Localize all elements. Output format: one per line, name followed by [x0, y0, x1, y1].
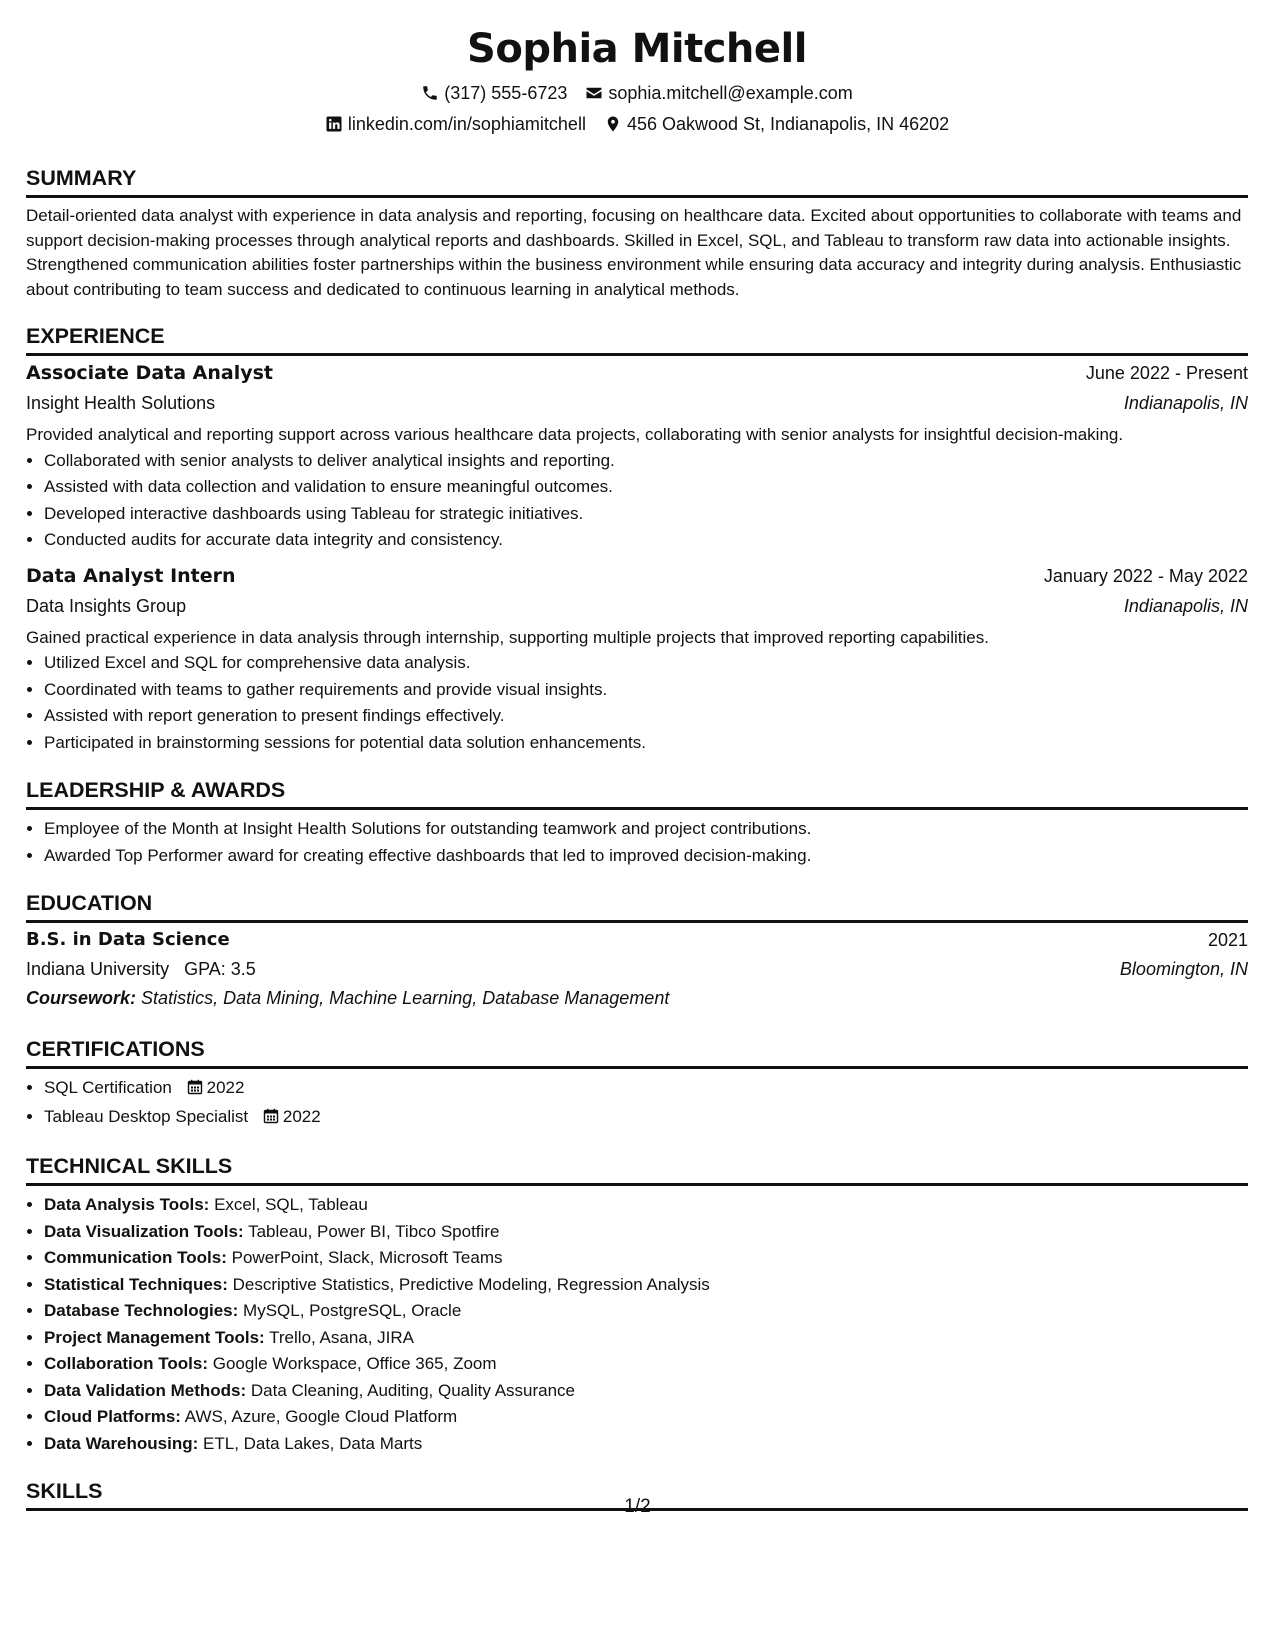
certification-name: SQL Certification [44, 1078, 172, 1097]
page-number: 1/2 [624, 1496, 651, 1517]
map-pin-icon [604, 115, 622, 133]
phone-contact [421, 82, 567, 104]
list-item [44, 1325, 1248, 1352]
resume-page [26, 0, 1248, 1650]
education-entry [26, 928, 1248, 1010]
skill-value: Trello, Asana, JIRA [269, 1327, 415, 1347]
job-header-row [26, 361, 1248, 385]
job-dates: June 2022 - Present [1085, 363, 1248, 383]
linkedin-url[interactable]: linkedin.com/in/sophiamitchell [347, 114, 586, 134]
education-header-row [26, 928, 1248, 952]
leadership-heading: LEADERSHIP & AWARDS [26, 777, 1248, 810]
coursework-row [26, 986, 1248, 1010]
calendar-icon [263, 1106, 279, 1133]
contact-line-2 [26, 113, 1248, 135]
certification-year: 2022 [282, 1106, 321, 1126]
summary-text: Detail-oriented data analyst with experience in data analysis and reporting, focusing on healthcare data. Excited about opportunities to collaborate with teams and support decision-making processes through analytical reports and dashboards. Skilled in Excel, SQL, and Tableau to transform raw data into actionable insights. Strengthened communication abilities foster partnerships within the business environment while ensuring data accuracy and integrity during analysis. Enthusiastic about contributing to team success and dedicated to continuous learning in analytical methods. [26, 206, 1242, 299]
degree-title: B.S. in Data Science [26, 929, 230, 950]
job-company: Insight Health Solutions [26, 393, 216, 413]
email-contact[interactable] [585, 82, 852, 104]
education-heading: EDUCATION [26, 890, 1248, 923]
skill-value: Data Cleaning, Auditing, Quality Assurance [250, 1380, 576, 1400]
linkedin-contact[interactable] [325, 113, 586, 135]
skill-label: Data Validation Methods: [44, 1380, 247, 1400]
job-location: Indianapolis, IN [1123, 393, 1248, 413]
resume-header [26, 22, 1248, 135]
list-item: • Coordinated with teams to gather requirements and provide visual insights. [44, 677, 1248, 704]
job-company-row [26, 594, 1248, 618]
school-location: Bloomington, IN [1119, 959, 1248, 979]
skills-heading: SKILLS [26, 1478, 1248, 1511]
technical-skills-list [26, 1192, 1248, 1457]
skill-label: Cloud Platforms: [44, 1407, 181, 1426]
list-item [44, 1075, 1248, 1104]
address-text: 456 Oakwood St, Indianapolis, IN 46202 [626, 114, 950, 134]
phone-icon [421, 84, 439, 102]
candidate-name: Sophia Mitchell [467, 26, 807, 72]
job-bullets [26, 448, 1248, 554]
skill-value: Excel, SQL, Tableau [214, 1195, 368, 1214]
summary-heading: SUMMARY [26, 165, 1248, 198]
list-item [44, 1404, 1248, 1431]
job-dates: January 2022 - May 2022 [1043, 565, 1248, 586]
coursework-list: Statistics, Data Mining, Machine Learning, Database Management [141, 988, 670, 1008]
list-item [44, 1431, 1248, 1458]
job-title: Associate Data Analyst [26, 362, 274, 384]
list-item: • Conducted audits for accurate data integrity and consistency. [44, 527, 1248, 554]
skill-label: Collaboration Tools: [44, 1354, 209, 1373]
gpa: GPA: 3.5 [184, 959, 256, 979]
skill-label: Data Warehousing: [44, 1433, 199, 1453]
list-item [44, 1104, 1248, 1133]
list-item [44, 1245, 1248, 1272]
skill-value: Descriptive Statistics, Predictive Modeling, Regression Analysis [232, 1274, 710, 1294]
job-company: Data Insights Group [26, 595, 187, 616]
job-title: Data Analyst Intern [26, 564, 236, 587]
job-entry [26, 361, 1248, 554]
list-item: • Assisted with report generation to present findings effectively. [44, 703, 1248, 730]
technical-skills-heading: TECHNICAL SKILLS [26, 1153, 1248, 1186]
envelope-icon [585, 84, 603, 102]
skill-label: Database Technologies: [44, 1301, 239, 1320]
skill-value: MySQL, PostgreSQL, Oracle [243, 1301, 462, 1320]
job-company-row [26, 391, 1248, 415]
list-item: • Participated in brainstorming sessions for potential data solution enhancements. [44, 730, 1248, 757]
list-item: • Employee of the Month at Insight Health Solutions for outstanding teamwork and project contributions. [44, 816, 1248, 843]
list-item [44, 1378, 1248, 1405]
school-info [26, 957, 256, 981]
skill-label: Data Visualization Tools: [44, 1221, 244, 1241]
education-school-row [26, 957, 1248, 981]
coursework-label: Coursework: [26, 988, 137, 1008]
skill-label: Project Management Tools: [44, 1327, 265, 1347]
list-item [44, 1272, 1248, 1299]
certification-year: 2022 [206, 1078, 245, 1097]
address-contact [604, 113, 949, 135]
skill-label: Statistical Techniques: [44, 1274, 228, 1294]
skill-label: Data Analysis Tools: [44, 1195, 210, 1214]
list-item: • Collaborated with senior analysts to deliver analytical insights and reporting. [44, 448, 1248, 475]
certifications-heading: CERTIFICATIONS [26, 1036, 1248, 1069]
job-bullets [26, 650, 1248, 756]
job-location: Indianapolis, IN [1123, 595, 1248, 616]
phone-number: (317) 555-6723 [444, 83, 568, 103]
contact-line-1 [26, 82, 1248, 104]
graduation-year: 2021 [1207, 930, 1248, 950]
job-header-row [26, 564, 1248, 588]
list-item [44, 1192, 1248, 1219]
list-item [44, 1219, 1248, 1246]
list-item [44, 1351, 1248, 1378]
list-item: • Developed interactive dashboards using Tableau for strategic initiatives. [44, 501, 1248, 528]
job-description: Gained practical experience in data analysis through internship, supporting multiple projects that improved reporting capabilities. [26, 627, 989, 647]
list-item [44, 1298, 1248, 1325]
certification-name: Tableau Desktop Specialist [44, 1106, 249, 1126]
leadership-list [26, 816, 1248, 869]
email-address[interactable]: sophia.mitchell@example.com [608, 83, 853, 103]
calendar-icon [187, 1077, 203, 1104]
list-item: • Awarded Top Performer award for creating effective dashboards that led to improved decision-making. [44, 843, 1248, 870]
experience-heading: EXPERIENCE [26, 323, 1248, 356]
skill-value: PowerPoint, Slack, Microsoft Teams [231, 1248, 503, 1267]
list-item: • Assisted with data collection and validation to ensure meaningful outcomes. [44, 474, 1248, 501]
skill-value: AWS, Azure, Google Cloud Platform [184, 1407, 458, 1426]
job-description: Provided analytical and reporting support across various healthcare data projects, collaborating with senior analysts for insightful decision-making. [26, 425, 1124, 444]
skill-label: Communication Tools: [44, 1248, 227, 1267]
job-entry [26, 564, 1248, 757]
skill-value: ETL, Data Lakes, Data Marts [203, 1433, 423, 1453]
linkedin-icon [325, 115, 343, 133]
certifications-list [26, 1075, 1248, 1132]
skill-value: Google Workspace, Office 365, Zoom [212, 1354, 497, 1373]
skill-value: Tableau, Power BI, Tibco Spotfire [248, 1221, 500, 1241]
coursework [26, 986, 669, 1010]
school-name: Indiana University [26, 959, 170, 979]
list-item: • Utilized Excel and SQL for comprehensive data analysis. [44, 650, 1248, 677]
